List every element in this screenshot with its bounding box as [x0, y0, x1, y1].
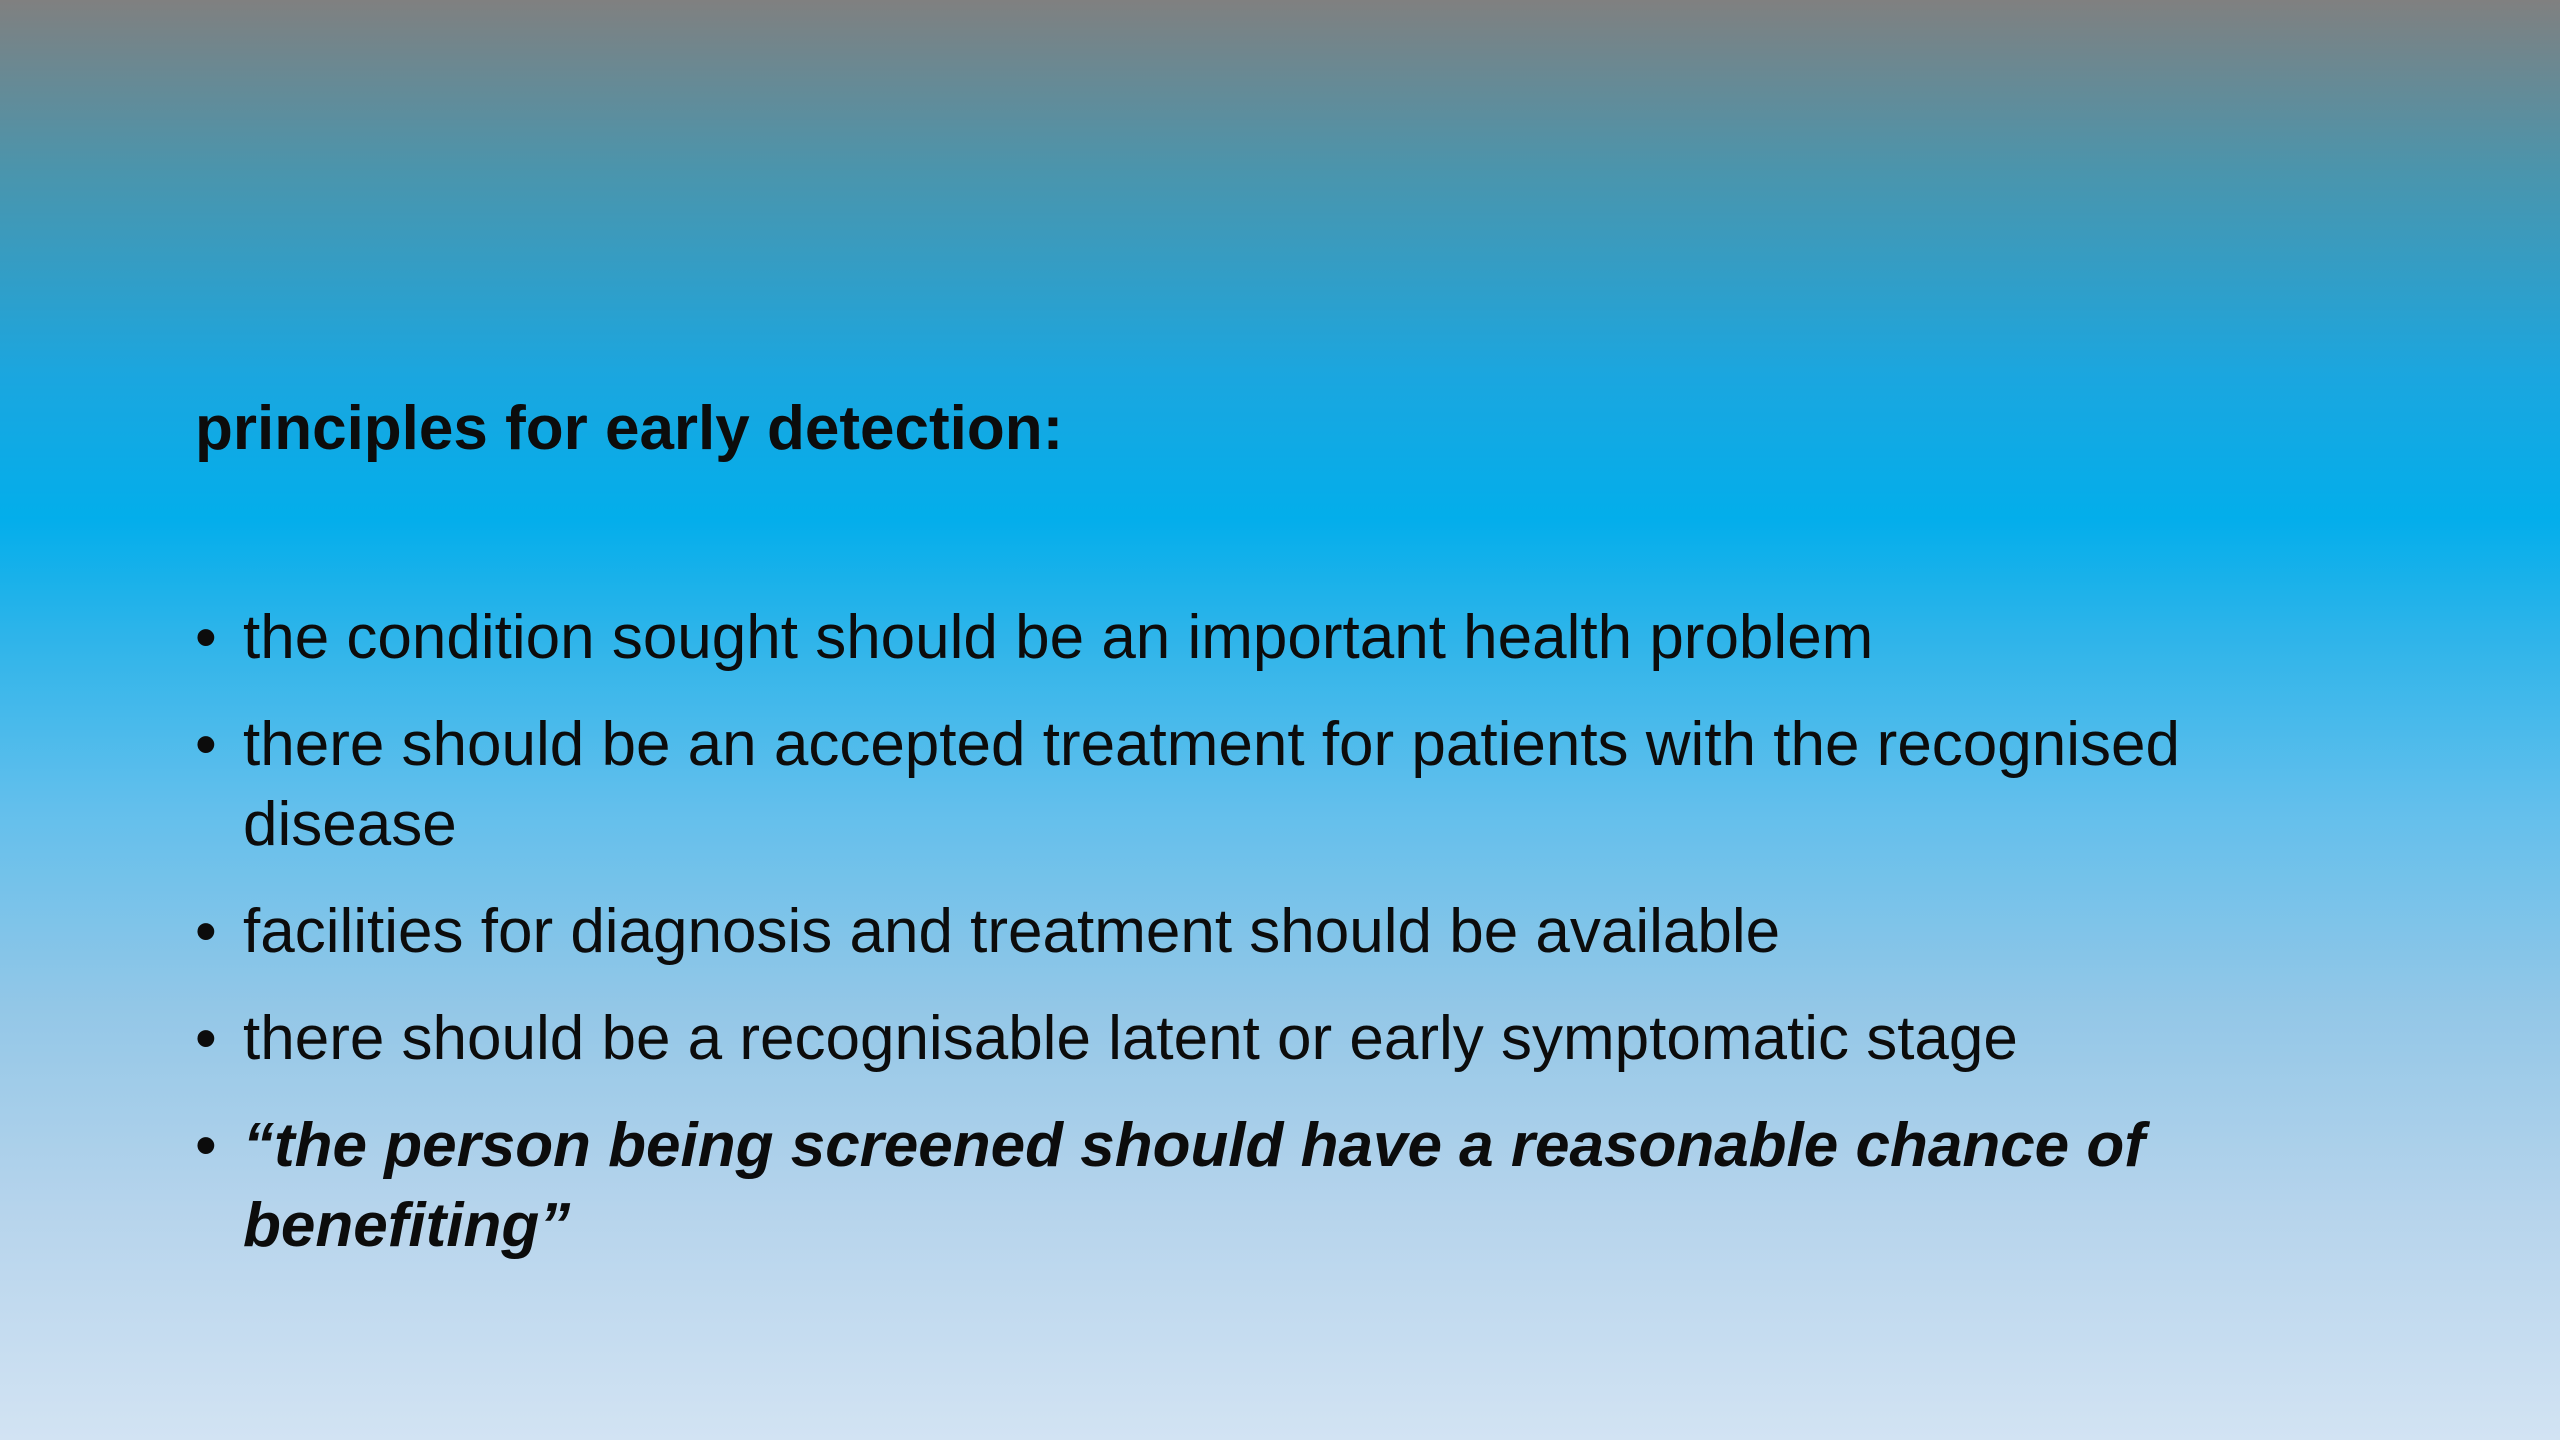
bullet-item: [195, 999, 2295, 1079]
bullet-text: there should be an accepted treatment for patients with the recognised disease: [243, 710, 2180, 859]
bullet-icon: •: [195, 897, 217, 966]
bullet-icon: •: [195, 710, 217, 779]
bullet-icon: •: [195, 1111, 217, 1180]
bullet-icon: •: [195, 603, 217, 672]
bullet-text: facilities for diagnosis and treatment should be available: [243, 897, 1781, 966]
bullet-item: [195, 598, 2295, 678]
bullet-item-emphasis: [195, 1106, 2295, 1266]
slide-title: principles for early detection:: [195, 394, 1064, 463]
bullet-item: [195, 892, 2295, 972]
bullet-icon: •: [195, 1004, 217, 1073]
bullet-list: [195, 598, 2295, 1293]
bullet-text-emphasis: “the person being screened should have a reasonable chance of benefiting”: [243, 1111, 2145, 1260]
bullet-text: the condition sought should be an important health problem: [243, 603, 1874, 672]
bullet-text: there should be a recognisable latent or early symptomatic stage: [243, 1004, 2018, 1073]
bullet-item: [195, 705, 2295, 865]
